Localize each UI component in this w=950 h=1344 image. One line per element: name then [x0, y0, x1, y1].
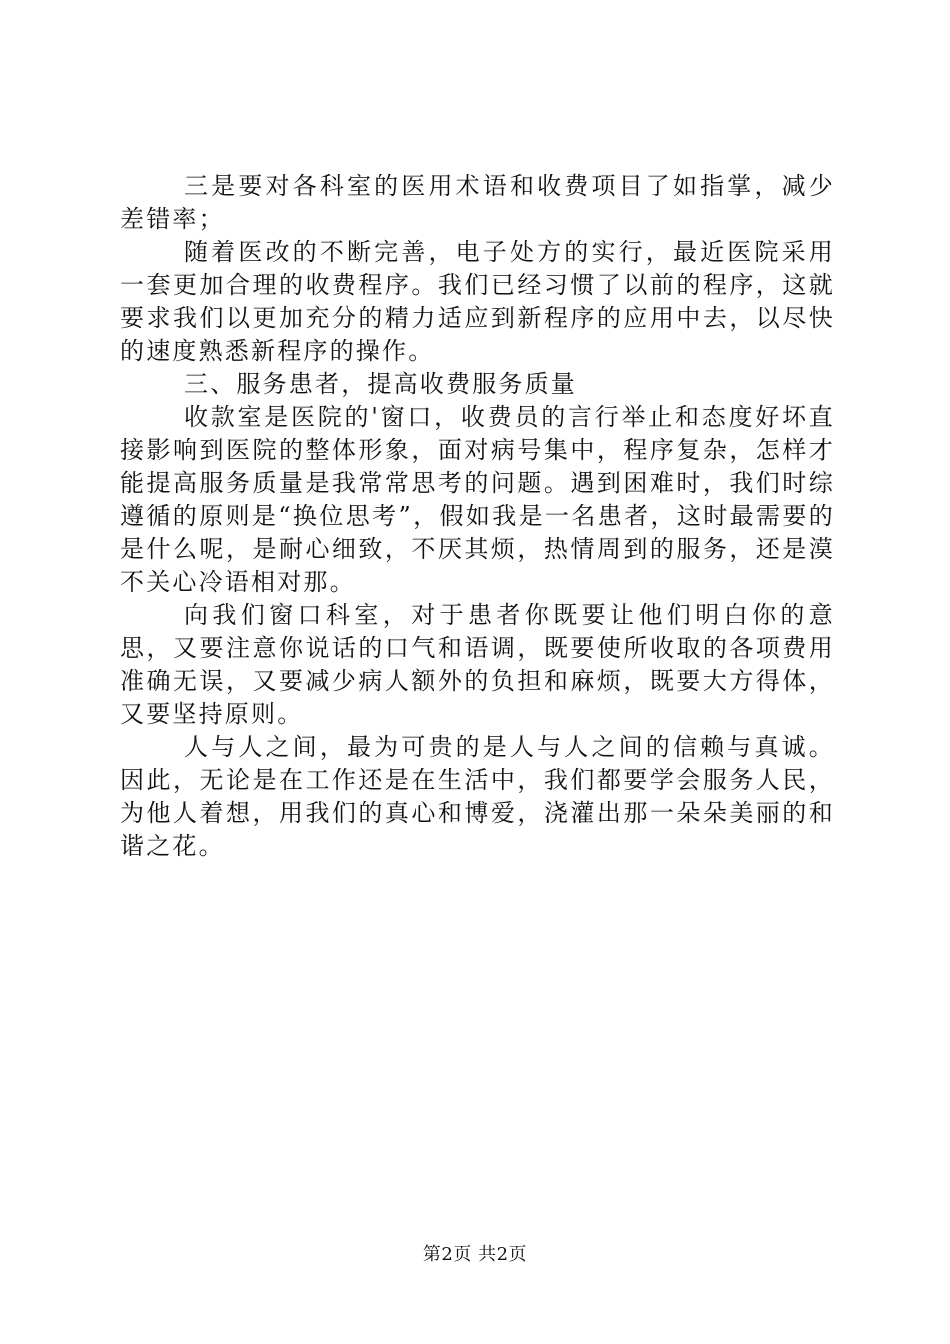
paragraph: 三是要对各科室的医用术语和收费项目了如指掌，减少差错率；: [120, 172, 835, 233]
paragraph: 向我们窗口科室，对于患者你既要让他们明白你的意思，又要注意你说话的口气和语调，既要使所收取的各项费用准确无误，又要减少病人额外的负担和麻烦，既要大方得体，又要坚持原则。: [120, 601, 835, 728]
section-heading: 三、服务患者，提高收费服务质量: [184, 370, 577, 398]
paragraph: 人与人之间，最为可贵的是人与人之间的信赖与真诚。因此，无论是在工作还是在生活中，我们都要学会服务人民，为他人着想，用我们的真心和博爱，浇灌出那一朵朵美丽的和谐之花。: [120, 733, 835, 860]
document-body: [120, 170, 835, 863]
paragraph: 收款室是医院的'窗口，收费员的言行举止和态度好坏直接影响到医院的整体形象，面对病号集中，程序复杂，怎样才能提高服务质量是我常常思考的问题。遇到困难时，我们时综遵循的原则是“换位思考”，假如我是一名患者，这时最需要的是什么呢，是耐心细致，不厌其烦，热情周到的服务，还是漠不关心冷语相对那。: [120, 403, 835, 596]
paragraph: 随着医改的不断完善，电子处方的实行，最近医院采用一套更加合理的收费程序。我们已经习惯了以前的程序，这就要求我们以更加充分的精力适应到新程序的应用中去，以尽快的速度熟悉新程序的操作。: [120, 238, 835, 365]
page-number-footer: 第2页 共2页: [422, 1244, 528, 1265]
